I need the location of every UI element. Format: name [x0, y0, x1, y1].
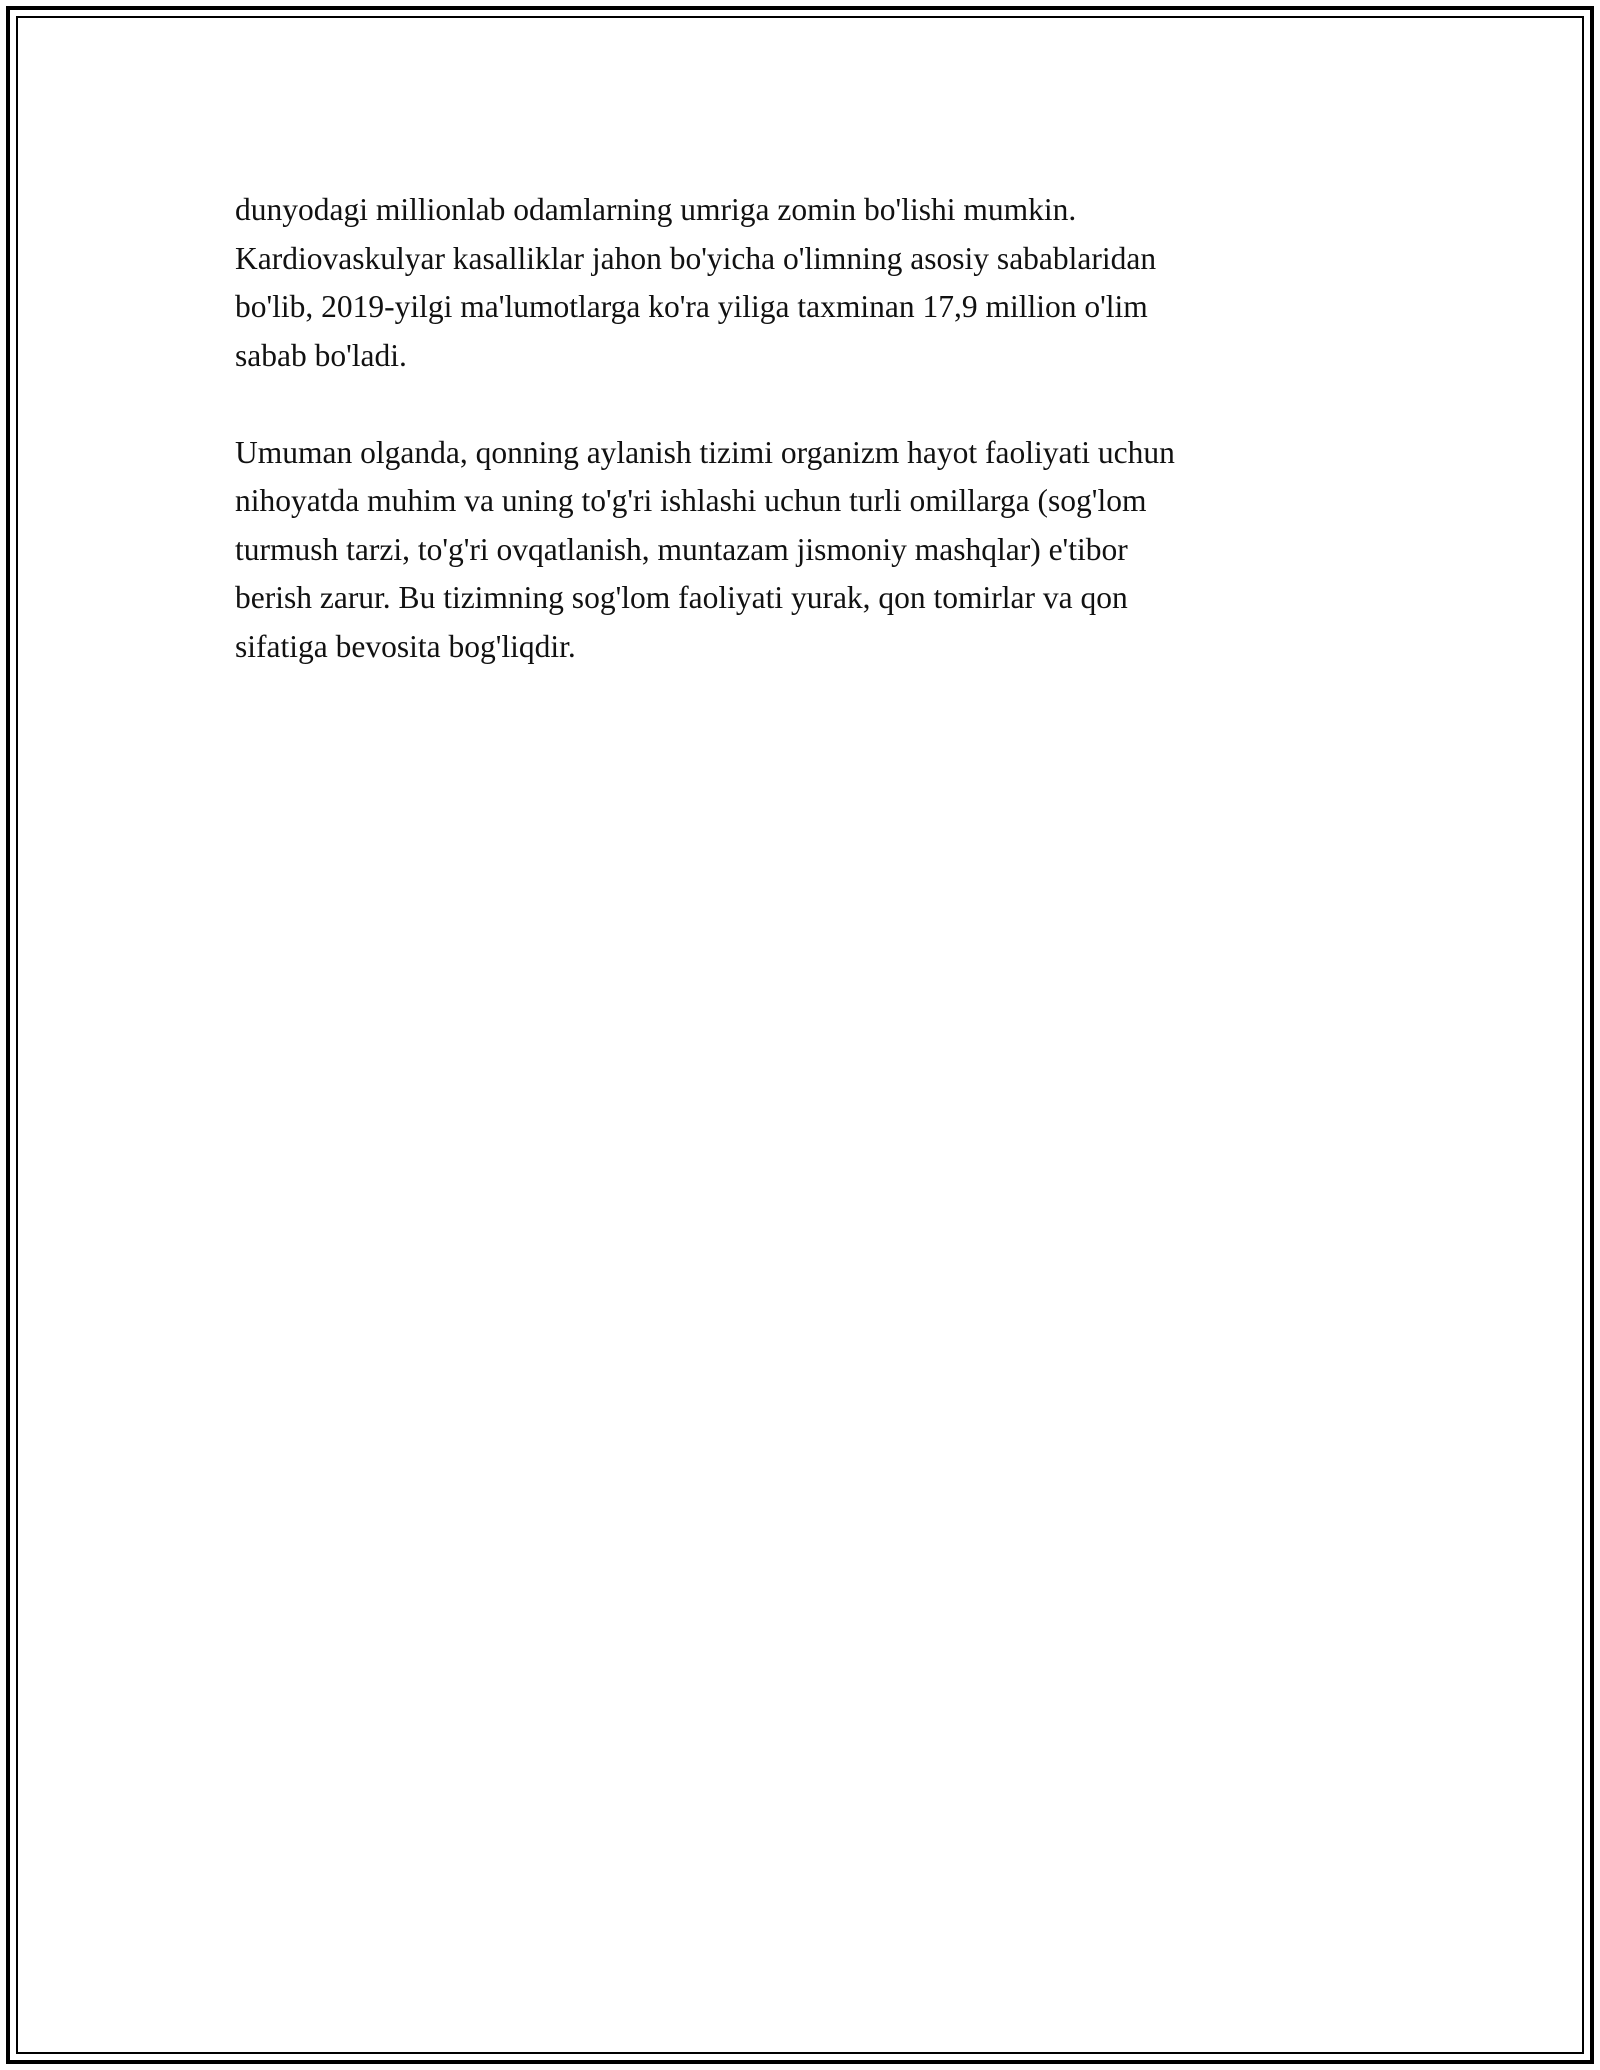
text-line: bo'lib, 2019-yilgi ma'lumotlarga ko'ra yiliga taxminan 17,9 million o'lim [235, 289, 1148, 324]
document-body [235, 186, 1365, 720]
text-line: nihoyatda muhim va uning to'g'ri ishlashi uchun turli omillarga (sog'lom [235, 483, 1147, 518]
text-line: Umuman olganda, qonning aylanish tizimi organizm hayot faoliyati uchun [235, 434, 1175, 470]
text-line: Kardiovaskulyar kasalliklar jahon bo'yicha o'limning asosiy sabablaridan [235, 240, 1157, 276]
text-line: sifatiga bevosita bog'liqdir. [235, 628, 576, 664]
paragraph-1 [235, 186, 1365, 380]
paragraph-2 [235, 429, 1365, 672]
text-line: dunyodagi millionlab odamlarning umriga zomin bo'lishi mumkin. [235, 192, 1077, 227]
text-line: turmush tarzi, to'g'ri ovqatlanish, muntazam jismoniy mashqlar) e'tibor [235, 531, 1128, 567]
text-line: sabab bo'ladi. [235, 337, 407, 373]
text-line: berish zarur. Bu tizimning sog'lom faoliyati yurak, qon tomirlar va qon [235, 580, 1128, 615]
